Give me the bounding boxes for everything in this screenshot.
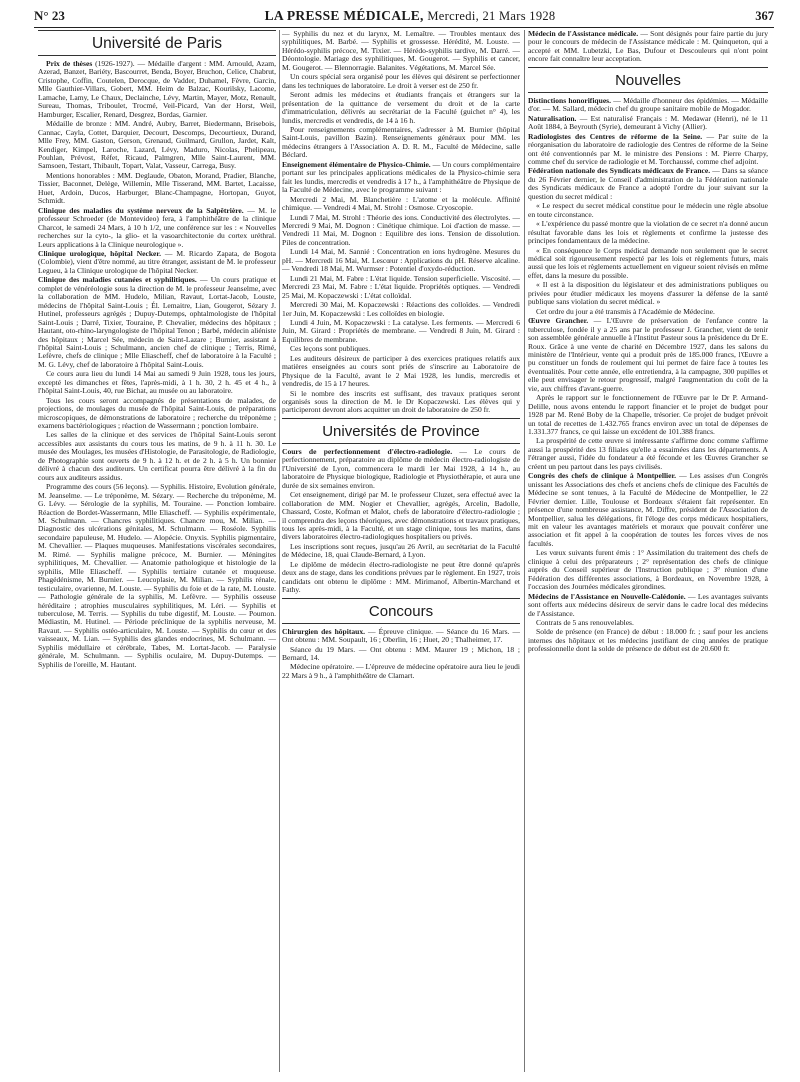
masthead	[34, 4, 774, 28]
article-text: Un cours spécial sera organisé pour les élèves qui désirent se perfectionner dans les techniques de laboratoire. Le droit à verser est de 250 fr.	[282, 72, 520, 90]
section-heading	[528, 67, 768, 93]
article-text: Ces leçons sont publiques.	[290, 344, 371, 354]
article-text: (1926-1927). — Médaille d'argent : MM. Arnould, Azam, Azerad, Banzet, Bariéty, Bascourret, Benda, Boyer, Bruchon, Celice, Chabrut, Cristophe, Coffin, Coutelen, Derocque, de Vadder, Duhamel, Fèvre, Garcin, Mlle Gauthier-Villars, Gobert, MM. Heim de Balzac, Kourilsky, Lacome, Lamache, Lamy, Le Chaux, Declainche, Lévy, Martin, Mayer, Motz, Renault, Sureau, Thomas, Triboulet, Trocmé, Veil-Picard, Van der Horst, Weil, Hamburger, Escalier, Renard, Desgrez, Bordas, Garnier.	[38, 59, 276, 119]
article-heading: Distinctions honorifiques.	[528, 95, 611, 105]
article-text: — Un cours complémentaire portant sur les principales applications médicales de la Physico-chimie sera fait les lundis, mercredis et vendredis à 17 h., à l'amphithéâtre de Physique de la Faculté de Médecine, avec le programme suivant :	[282, 159, 520, 195]
article-radiologistes	[528, 133, 768, 167]
article-text: — Médaille d'honneur des épidémies. — Médaille d'or. — M. Sallard, médecin chef du groupe sanitaire mobile de Mogador.	[528, 95, 768, 114]
issue-date: Mercredi, 21 Mars 1928	[427, 9, 556, 23]
article-text: — Sont désignés pour faire partie du jury pour le concours de médecin de l'Assistance médicale : M. Quinqueton, qui a accepté et MM. Lubetzki, Le Bas, Dufour et Descouleurs qui n'ont point encore fait connaître leur acceptation.	[528, 30, 768, 64]
article-heading: Médecin de l'Assistance médicale.	[528, 30, 639, 38]
article-text: « Le respect du secret médical constitue pour le médecin une règle absolue en toute circonstance.	[528, 201, 768, 219]
article-text: La prospérité de cette œuvre si intéressante s'affirme donc comme s'affirme aussi la prospérité des 13 filiales qu'elle a essaimées dans les départements. A l'étranger aussi, l'idée du fondateur a été féconde et les Œuvres Grancher se créent un peu partout dans les pays civilisés.	[528, 436, 768, 471]
article-text: Cet ordre du jour a été transmis à l'Académie de Médecine.	[536, 306, 715, 316]
article-text: « L'expérience du passé montre que la violation de ce secret n'a donné aucun résultat favorable dans les lois et règlements et confirme la justesse des principes fondamentaux de la médecine.	[528, 219, 768, 246]
article-text: Mentions honorables : MM. Deglaude, Obaton, Morand, Pradier, Blanche, Tissier, Baconnet, Delège, Willemin, Mlle Tisserand, MM. Bartet, Lacaisse, Huet, Ardoin, Ducos, Harburger, Blanc-Champagne, Hortopan, Guyot, Schmidt.	[38, 170, 276, 206]
article-heading: Fédération nationale des Syndicats médicaux de France.	[528, 166, 711, 176]
section-heading	[38, 30, 276, 56]
article-congres	[528, 472, 768, 548]
article-heading: Clinique des maladies cutanées et syphilitiques.	[38, 275, 197, 285]
article-text: Les auditeurs désireux de participer à des exercices pratiques relatifs aux matières enseignées au cours sont priés de s'inscrire au Laboratoire de Physique de la Faculté, avant le 2 Mai 1928, les lundis, mercredis et vendredis, de 15 à 17 heures.	[282, 353, 520, 389]
article-text: — Les avantages suivants sont offerts aux médecins désireux de servir dans le cadre local des médecins de l'Assistance.	[528, 591, 768, 618]
article-salpetriere	[38, 207, 276, 249]
section-heading	[282, 418, 520, 444]
column-2	[282, 30, 520, 1074]
article-necker	[38, 250, 276, 275]
article-text: Contrats de 5 ans renouvelables.	[536, 618, 634, 627]
article-text: — M. le professeur Schroeder (de Montevideo) fera, à l'amphithéâtre de la clinique Charcot, le samedi 24 Mars, à 10 h 1/2, une conférence sur les : « Nouvelles recherches sur la cyto-, la glio- et la vasoarchitectonie du cortex uréthral. Leurs applications à la Clinique neurologique ».	[38, 205, 276, 249]
article-text: « Il est à la disposition du législateur et des administrations publiques ou privées pour étudier médicaux les moyens d'assurer la défense de la santé publique sans violation du secret médical. »	[528, 280, 768, 307]
article-text: Lundi 4 Juin, M. Kopaczewski : La catalyse. Les ferments. — Mercredi 6 Juin, M. Girard : Propriétés de membrane. — Vendredi 8 Juin, M. Girard : Equilibres de membrane.	[282, 317, 520, 344]
article-heading: Naturalisation.	[528, 113, 577, 123]
article-text: « En conséquence le Corps médical demande non seulement que le secret médical soit rigoureusement respecté par les lois et règlements futurs, mais aussi que les lois et règlements actuellement en vigueur soient révisés en même effet, dans la mesure du possible.	[528, 245, 768, 280]
article-heading: Radiologistes des Centres de réforme de la Seine.	[528, 131, 703, 141]
article-text: — Syphilis du nez et du larynx, M. Lemaître. — Troubles mentaux des syphilitiques, M. Barbé. — Syphilis et grossesse. Hérédité, M. Louste. — Hérédo-syphilis précoce, M. Tixier. — Hérédo-syphilis tardive, M. Darré. — Déontologie. Mariage des syphilitiques, M. Gougerot. — Syphilis et cancer, M. Gougerot. — Blennorragie. Balanites. Végétations, M. Marcel Sée.	[282, 30, 520, 72]
article-text: — Un cours pratique et complet de vénéréologie sous la direction de M. le professeur Jeanselme, avec la collaboration de MM. Hudelo, Milian, Ravaut, Lortat-Jacob, Louste, médecins de l'hôpital Saint-Louis ; Él. Lemaitre, Lian, Gougerot, Sézary J. Hutinel, professeurs agrégés ; Dupuy-Dutemps, ophtalmologiste de l'hôpital Saint-Louis ; Darré, Tixier, Touraine, P. Chevalier, médecins des hôpitaux ; Hautant, oto-rhino-laryngologiste de l'hôpital Tenon ; Barbé, médecin aliéniste des hôpitaux ; Marcel Sée, médecin de Saint-Lazare ; Burnier, assistant à l'hôpital Saint-Louis ; Schulmann, ancien chef de clinique ; Terris, Rimé, Lefèvre, chefs de clinique ; Mlle Eliascheff, chef de laboratoire à la Faculté ; M. G. Lévy, chef de laboratoire à l'hôpital Saint-Louis.	[38, 275, 276, 369]
article-text: Pour renseignements complémentaires, s'adresser à M. Burnier (hôpital Saint-Louis, pavillon Bazin). Renseignements généraux pour MM. les médecins étrangers à l'Association A. D. R. M., Faculté de Médecine, salle Béclard.	[282, 124, 520, 160]
section-title-concours: Concours	[368, 602, 434, 620]
article-heading: Congrès des chefs de clinique à Montpellier.	[528, 471, 677, 481]
article-text: Le diplôme de médecin électro-radiologiste ne peut être donné qu'après deux ans de stage, dans les conditions prévues par le règlement. En 1927, trois candidats ont obtenu le diplôme : MM. Mirimanof, Albertin-Marchand et Fathy.	[282, 559, 520, 595]
article-text: Seront admis les médecins et étudiants français et étrangers sur la présentation de la quittance de versement du droit et de la carte d'immatriculation, délivrés au secrétariat de la Faculté (guichet n° 4), les lundis, mercredis et vendredis, de 14 à 16 h.	[282, 90, 520, 125]
article-heading: Prix de thèses	[46, 59, 93, 68]
article-text: Les vœux suivants furent émis : 1° Assimilation du traitement des chefs de clinique à celui des préparateurs ; 2° représentation des chefs de clinique auprès du Conseil supérieur de l'Instruction publique ; 3° réunion d'une Fédération des différentes associations, à Bordeaux, en Novembre 1928, à l'occasion des Journées médicales girondines.	[528, 548, 768, 592]
article-assistance-medicale	[528, 30, 768, 64]
article-nouvelle-caledonie	[528, 593, 768, 618]
article-heading: Médecins de l'Assistance en Nouvelle-Calédonie.	[528, 591, 686, 601]
section-title-paris: Université de Paris	[91, 35, 223, 52]
article-heading: Enseignement élémentaire de Physico-Chimie.	[282, 159, 431, 169]
page-number: 367	[755, 9, 774, 23]
article-text: Lundi 21 Mai, M. Fabre : L'état liquide. Tension superficielle. Viscosité. — Mercredi 23 Mai, M. Fabre : L'état liquide. Propriétés optiques. — Vendredi 25 Mai, M. Kopaczewski : L'état colloïdal.	[282, 273, 520, 300]
article-text: Si le nombre des inscrits est suffisant, des travaux pratiques seront organisés sous la direction de M. le Dr Kopaczewski. Les élèves qui y participeront devront alors acquitter un droit de laboratoire de 250 fr.	[282, 388, 520, 415]
article-heading: Clinique des maladies du système nerveux de la Salpêtrière.	[38, 205, 244, 215]
column-rule	[279, 30, 280, 1072]
article-text: Ce cours aura lieu du lundi 14 Mai au samedi 9 Juin 1928, tous les jours, excepté les dimanches et fêtes, l'après-midi, à 1 h. 30, 2 h. 45 et 4 h., à l'hôpital Saint-Louis, 40, rue Bichat, au musée ou au laboratoire.	[38, 369, 276, 396]
journal-title	[265, 8, 556, 24]
article-text: Cet enseignement, dirigé par M. le professeur Cluzet, sera effectué avec la collaboration de MM. Nogier et Chevallier, agrégés, Arcelin, Badolle, Chassard, Coste, Kofman et Malot, chefs de laboratoire d'électro-radiologie ; il comprendra des leçons théoriques, avec démonstrations et travaux pratiques, tous les après-midi, à la Faculté, et un stage clinique, tous les matins, dans divers laboratoires électro-radiologiques hospitaliers ou privés.	[282, 490, 520, 542]
issue-number: N° 23	[34, 8, 65, 23]
article-heading: Clinique urologique, hôpital Necker.	[38, 248, 161, 258]
article-text: Mercredi 2 Mai, M. Blanchetière : L'atome et la molécule. Affinité chimique. — Vendredi 4 Mai, M. Strohl : Osmose. Cryoscopie.	[282, 194, 520, 213]
article-text: — Épreuve clinique. — Séance du 16 Mars. — Ont obtenu : MM. Soupault, 16 ; Oberlin, 16 ; Huet, 20 ; Thalheimer, 17.	[282, 626, 520, 645]
article-prix-theses	[38, 60, 276, 119]
article-text: — M. Ricardo Zapata, de Bogota (Colombie), vient d'être nommé, au titre étranger, assistant de M. le professeur Legueu, à la Clinique urologique de l'hôpital Necker.	[38, 248, 276, 275]
article-heading: Chirurgien des hôpitaux.	[282, 626, 365, 636]
article-text: Après le rapport sur le fonctionnement de l'Œuvre par le Dr P. Armand-Delille, nous avons entendu le rapport financier et le projet de budget pour 1928 par M. René Boby de la Chapelle, trésorier. Ce projet de budget prévoit un total de recettes de 1.432.765 francs environ avec un total de dépenses de 1.331.377 francs, ce qui laisse un excédent de 101.388 francs.	[528, 393, 768, 437]
article-text: — Le cours de perfectionnement, préparatoire au diplôme de médecin électro-radiologiste de l'Université de Lyon, commencera le mardi 1er Mai 1928, à 14 h., au laboratoire de Physique biologique, Radiologie et Physiothérapie, et aura une durée de six semaines environ.	[282, 446, 520, 490]
article-heading: Cours de perfectionnement d'électro-radiologie.	[282, 446, 453, 456]
article-physico-chimie	[282, 161, 520, 195]
article-oeuvre-grancher	[528, 317, 768, 393]
article-chirurgien	[282, 628, 520, 645]
article-text: Médaille de bronze : MM. André, Aubry, Barret, Biedermann, Brisebois, Cannac, Cayla, Cottet, Darquier, Decourt, Descomps, Decourtieux, Durand, Mlle Frey, MM. Gaston, Gerson, Grenaud, Guilmard, Grullon, Jardet, Kalt, Kendiger, Kimpel, Laroche, Lazard, Lévy, Maduro, Nicolas, Phelipeau, Pouhlan, Prévost, Réfet, Ricaud, Palmgren, Mlle Saint-Laurent, MM. Samsoen, Testart, Thibault, Topart, Valat, Vasseur, Carrega, Busy.	[38, 119, 276, 171]
article-text: Tous les cours seront accompagnés de présentations de malades, de projections, de moulages du musée de l'hôpital Saint-Louis, de préparations microscopiques, de démonstrations de laboratoire ; recherche du tréponème ; examens bactériologiques ; réaction de Wassermann ; ponction lombaire.	[38, 395, 276, 431]
article-heading: Œuvre Grancher.	[528, 316, 589, 326]
article-text: — Dans sa séance du 26 Février dernier, le Conseil d'administration de la Fédération nationale des Syndicats médicaux de France a adopté l'ordre du jour suivant sur la question du secret médical :	[528, 166, 768, 201]
column-3	[528, 30, 768, 1074]
article-distinctions	[528, 97, 768, 114]
article-text: — Par suite de la réorganisation du laboratoire de radiologie des Centres de réforme de la Seine ont été conventionnés par M. le ministre des Pensions : M. Pierre Charpy, comme chef du service de radiologie et M. Torchaussé, comme chef adjoint.	[528, 131, 768, 166]
article-text: Médecine opératoire. — L'épreuve de médecine opératoire aura lieu le jeudi 22 Mars à 9 h., à l'amphithéâtre de Clamart.	[282, 662, 520, 680]
article-text: Mercredi 30 Mai, M. Kopaczewski : Réactions des colloïdes. — Vendredi 1er Juin, M. Kopaczewski : Les colloïdes en biologie.	[282, 300, 520, 318]
article-electro-radiologie	[282, 448, 520, 490]
section-title-nouvelles: Nouvelles	[615, 71, 681, 89]
article-text: Lundi 14 Mai, M. Sannié : Concentration en ions hydrogène. Mesures du pH. — Mercredi 16 Mai, M. Lescœur : Applications du pH. Réserve alcaline. — Vendredi 18 Mai, M. Wurmser : Potentiel d'oxydo-réduction.	[282, 247, 520, 274]
journal-name: LA PRESSE MÉDICALE,	[264, 8, 424, 23]
article-federation	[528, 167, 768, 201]
article-cutanees	[38, 276, 276, 369]
article-text: Les salles de la clinique et des services de l'hôpital Saint-Louis seront accessibles aux assistants du cours tous les matins, de 9 h. à 11 h. 30. Le musée des Moulages, les musées d'Histologie, de Parasitologie, de Radiologie, de Photographie sont ouverts de 9 h. à 12 h. et de 2 h. à 5 h. Un bonnier délivré à chacun des auditeurs. Un certificat pourra être délivré à la fin du cours aux auditeurs assidus.	[38, 430, 276, 482]
article-naturalisation	[528, 115, 768, 132]
article-text: Programme des cours (56 leçons). — Syphilis. Histoire, Evolution générale, M. Jeanselme. — Le tréponème, M. Sézary. — Recherche du tréponème, M. G. Lévy. — Sérologie de la syphilis, M. Touraine. — Ponction lombaire. Réaction de Bordet-Wassermann, Mlle Eliascheff. — Syphilis expérimentale, M. Schulmann. — Chancres syphilitiques. Chancre mou, M. Milian. — Diagnostic des ulcérations génitales, M. Schulmann. — Roséole. Syphilis secondaire papuleuse, M. Hudelo. — Alopécie. Onyxis. Syphilis pigmentaire, M. Chevallier. — Plaques muqueuses. Manifestations viscérales secondaires, M. Rimé. — Syphilis maligne précoce, M. Burnier. — Méningites syphilitiques, M. Chevallier. — Anatomie pathologique et histologie de la syphilis, Mlle Eliascheff. — Syphilis tertiaire cutanée et muqueuse. Phagédénisme, M. Burnier. — Leucoplasie, M. Milian. — Syphilis rénale, testiculaire, ovarienne, M. Louste. — Syphilis du foie et de la rate, M. Louste. — Pathologie générale de la syphilis, M. Lefèvre. — Syphilis osseuse héréditaire ; atrophies musculaires syphilitiques, M. Léri. — Syphilis et tuberculose, M. Terris. — Syphilis du tube digestif, M. Louste. — Poumon. Médiastin, M. Hutinel. — Période préclinique de la syphilis nerveuse, M. Ravaut. — Syphilis ostéo-articulaire, M. Louste. — Syphilis du cœur et des vaisseaux, M. Lian. — Syphilis des glandes endocrines, M. Schulmann. — Syphilis médullaire et cérébrale, Tabes, M. Lortat-Jacob. — Paralysie générale, M. Schulmann. — Syphilis oculaire, M. Dupuy-Dutemps. — Syphilis de l'oreille, M. Hautant.	[38, 482, 276, 669]
article-text: — L'Œuvre de préservation de l'enfance contre la tuberculose, fondée il y a 25 ans par le professeur J. Grancher, vient de tenir son assemblée générale annuelle à l'Institut Pasteur sous la présidence du Dr E. Roux. Grâce à une vente de charité en Décembre 1927, dans les salons du ministère de l'Intérieur, vente qui a produit près de 185.000 francs, l'Œuvre a pu constituer un fonds de roulement qui lui permet de faire face à toutes les éventualités. Pour cette année, elle entretiendra, à la campagne, 300 pupilles et elle peut envisager le retour progressif, malgré l'augmentation du coût de la vie, aux chiffres d'avant-guerre.	[528, 316, 768, 393]
section-title-province: Universités de Province	[322, 422, 480, 440]
article-text: Lundi 7 Mai, M. Strohl : Théorie des ions. Conductivité des électrolytes. — Mercredi 9 Mai, M. Dognon : Cinétique chimique. Loi d'action de masse. — Vendredi 11 Mai, M. Dognon : Equilibre des ions. Tension de dissolution. Piles de concentration.	[282, 212, 520, 247]
article-text: Les inscriptions sont reçues, jusqu'au 26 Avril, au secrétariat de la Faculté de Médecine, 18, quai Claude-Bernard, à Lyon.	[282, 541, 520, 560]
article-text: — Les assises d'un Congrès unissant les Associations des chefs et anciens chefs de clinique des Facultés de Médecine se sont tenues, à la Faculté de Médecine de Montpellier, le 22 Février dernier. Lille, Toulouse et Bordeaux s'étaient fait représenter. En présence d'une nombreuse assistance, M. Diffre, président de l'Association de Montpellier, salua les délégations, fit l'éloge des corps médicaux hospitaliers, mit en valeur les avantages matériels et moraux que pouvait conférer une association et fit appel à la coopération de toutes les forces vives de nos facultés.	[528, 471, 768, 548]
article-text: — Est naturalisé Français : M. Medawar (Henri), né le 11 Août 1884, à Beyrouth (Syrie), demeurant à Vichy (Allier).	[528, 113, 768, 132]
column-1	[38, 30, 276, 1074]
article-text: Solde de présence (en France) de début : 18.000 fr. ; sauf pour les anciens internes des hôpitaux et les médecins justifiant de cinq années de pratique professionnelle dont la solde de présence de début est de 20.600 fr.	[528, 627, 768, 654]
column-rule	[524, 30, 525, 1072]
article-text: Séance du 19 Mars. — Ont obtenu : MM. Maurer 19 ; Michon, 18 ; Bernard, 14.	[282, 644, 520, 662]
section-heading	[282, 598, 520, 624]
